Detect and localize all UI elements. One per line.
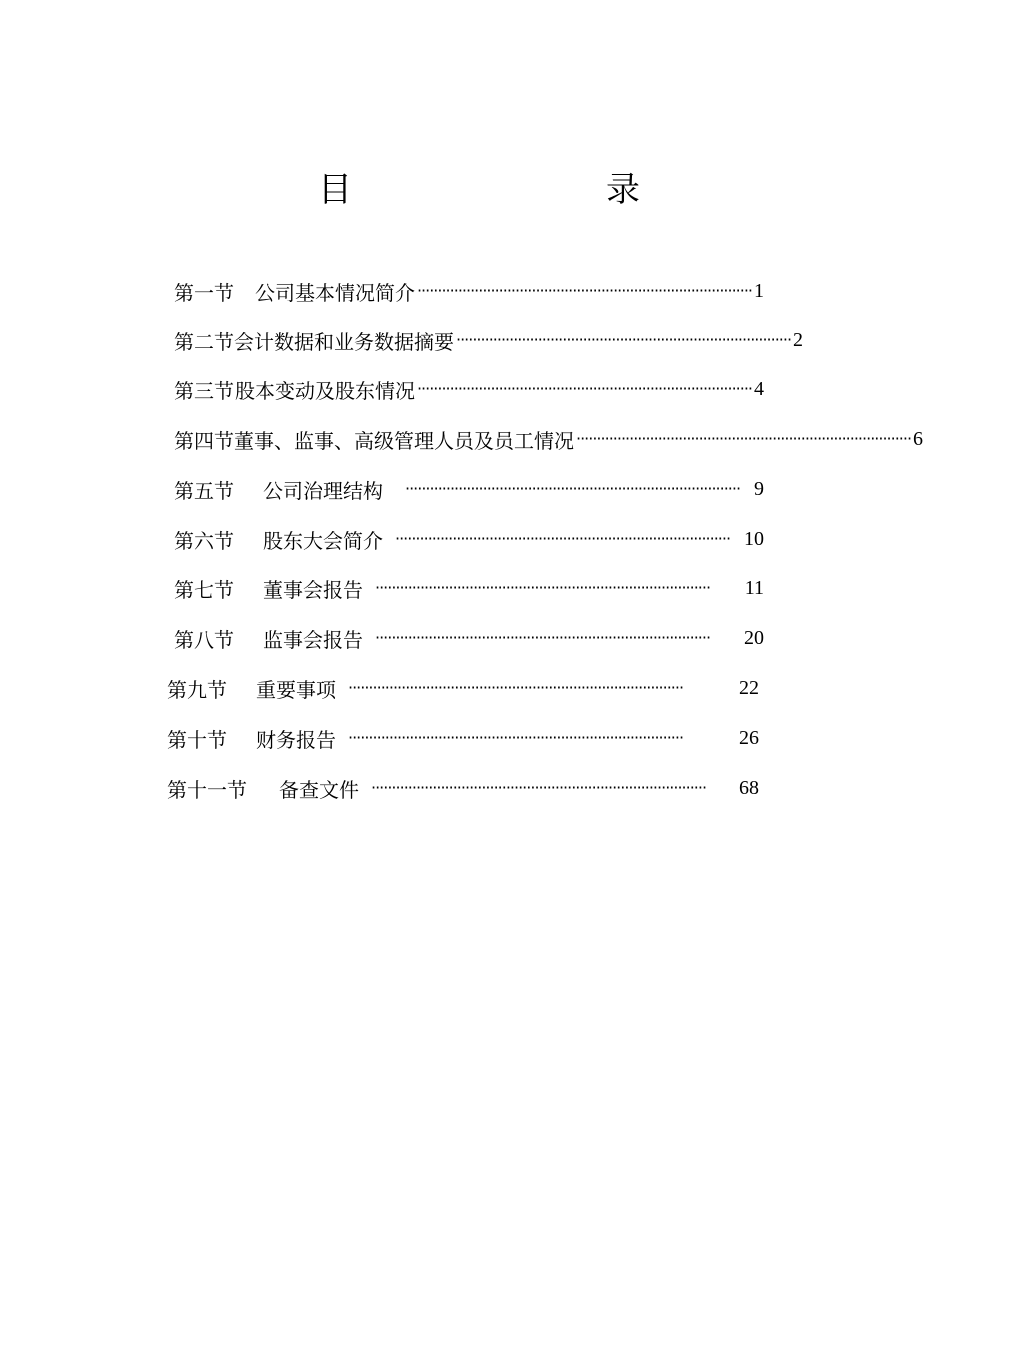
toc-page-number: 68 (739, 776, 759, 799)
page-title: 目 录 (318, 170, 702, 210)
toc-heading: 重要事项 (256, 677, 336, 702)
toc-heading: 监事会报告 (263, 627, 363, 652)
toc-dot-leader: ·················································································· (348, 728, 684, 747)
toc-section-number: 第五节 (174, 478, 234, 503)
toc-section-number: 第十一节 (167, 777, 247, 802)
toc-entry[interactable] (174, 524, 764, 554)
toc-heading: 会计数据和业务数据摘要 (234, 329, 454, 354)
toc-page-number: 11 (744, 576, 764, 599)
toc-page-number: 4 (754, 377, 764, 400)
toc-entry[interactable] (167, 723, 759, 753)
toc-heading: 股本变动及股东情况 (234, 378, 415, 403)
toc-section-number: 第八节 (174, 627, 234, 652)
toc-page-number: 20 (744, 626, 764, 649)
toc-dot-leader: ·················································································· (375, 578, 711, 597)
toc-entry[interactable] (174, 325, 804, 355)
toc-section-number: 第三节 (174, 378, 234, 403)
toc-section-number: 第六节 (174, 528, 234, 553)
toc-page-number: 2 (793, 328, 804, 351)
toc-dot-leader: ·················································································· (348, 678, 684, 697)
toc-page-number: 22 (739, 676, 759, 699)
toc-entry[interactable] (174, 623, 764, 653)
toc-heading: 公司基本情况简介 (254, 280, 415, 305)
toc-dot-leader: ·················································································· (371, 778, 707, 797)
toc-page-number: 9 (754, 477, 764, 500)
toc-heading: 公司治理结构 (263, 478, 383, 503)
toc-page-number: 10 (744, 527, 764, 550)
toc-heading: 财务报告 (256, 727, 336, 752)
toc-entry[interactable] (174, 424, 924, 454)
toc-entry[interactable] (174, 474, 764, 504)
toc-heading: 董事、监事、高级管理人员及员工情况 (234, 428, 574, 453)
toc-entry[interactable] (174, 374, 764, 404)
toc-dot-leader: ·················································································· (375, 628, 711, 647)
toc-section-number: 第十节 (167, 727, 227, 752)
toc-dot-leader: ·················································································· (395, 529, 731, 548)
toc-section-number: 第七节 (174, 577, 234, 602)
toc-section-number: 第九节 (167, 677, 227, 702)
toc-entry[interactable] (174, 573, 764, 603)
toc-dot-leader: ·················································································· (416, 379, 752, 398)
toc-dot-leader: ·················································································· (576, 429, 912, 448)
toc-heading: 董事会报告 (263, 577, 363, 602)
toc-dot-leader: ·················································································· (456, 330, 792, 349)
toc-section-number: 第一节 (174, 280, 234, 305)
toc-entry[interactable] (174, 276, 764, 306)
toc-dot-leader: ·················································································· (416, 281, 752, 300)
toc-page-number: 1 (754, 279, 764, 302)
toc-dot-leader: ·················································································· (405, 479, 741, 498)
toc-page-number: 26 (739, 726, 759, 749)
toc-page-number: 6 (913, 427, 924, 450)
toc-heading: 股东大会简介 (263, 528, 383, 553)
toc-section-number: 第四节 (174, 428, 234, 453)
toc-heading: 备查文件 (279, 777, 359, 802)
toc-entry[interactable] (167, 773, 759, 803)
toc-section-number: 第二节 (174, 329, 234, 354)
toc-entry[interactable] (167, 673, 759, 703)
